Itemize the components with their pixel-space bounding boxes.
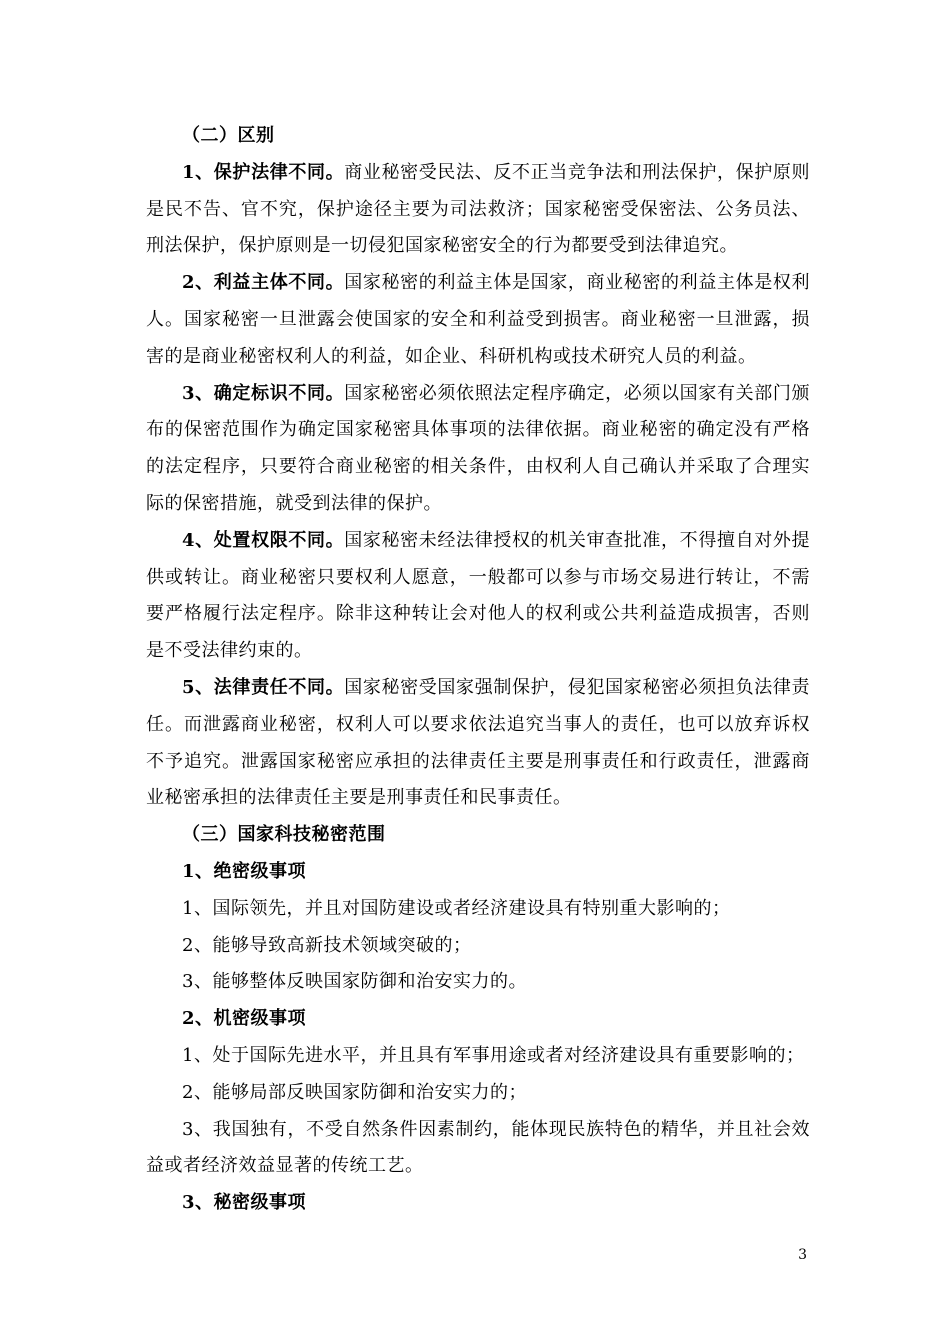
- document-body: [146, 118, 810, 1222]
- list-item: 1、国际领先，并且对国防建设或者经济建设具有特别重大影响的；: [182, 897, 731, 919]
- list-item: 2、能够导致高新技术领域突破的；: [182, 934, 472, 956]
- section-heading-differences: （二）区别: [182, 125, 275, 146]
- item-title: 5、法律责任不同。: [182, 676, 345, 698]
- section-heading-scope: （三）国家科技秘密范围: [182, 824, 386, 846]
- level-heading-secret: 3、秘密级事项: [182, 1192, 307, 1214]
- item-text: 国家秘密必须依照法定程序确定，必须以国家有关部门颁布的保密范围作为确定国家秘密具体事项的法律依据。商业秘密的确定没有严格的法定程序，只要符合商业秘密的相关条件，由权利人自己确认并采取了合理实际的保密措施，就受到法律的保护。: [146, 382, 810, 514]
- item-text: 国家秘密受国家强制保护，侵犯国家秘密必须担负法律责任。而泄露商业秘密，权利人可以要求依法追究当事人的责任，也可以放弃诉权不予追究。泄露国家秘密应承担的法律责任主要是刑事责任和行政责任，泄露商业秘密承担的法律责任主要是刑事责任和民事责任。: [146, 676, 810, 809]
- item-text: 商业秘密受民法、反不正当竞争法和刑法保护，保护原则是民不告、官不究，保护途径主要为司法救济；国家秘密受保密法、公务员法、刑法保护，保护原则是一切侵犯国家秘密安全的行为都要受到法律追究。: [146, 161, 810, 257]
- item-title: 4、处置权限不同。: [182, 529, 345, 551]
- list-item: 3、能够整体反映国家防御和治安实力的。: [182, 971, 527, 993]
- difference-item-5: [146, 670, 810, 817]
- difference-item-1: [146, 155, 810, 265]
- difference-item-2: [146, 265, 810, 375]
- list-item: 2、能够局部反映国家防御和治安实力的；: [182, 1081, 527, 1103]
- item-title: 2、利益主体不同。: [182, 272, 345, 294]
- item-text: 国家秘密的利益主体是国家，商业秘密的利益主体是权利人。国家秘密一旦泄露会使国家的安全和利益受到损害。商业秘密一旦泄露，损害的是商业秘密权利人的利益，如企业、科研机构或技术研究人员的利益。: [146, 272, 810, 367]
- list-item: 3、我国独有，不受自然条件因素制约，能体现民族特色的精华，并且社会效益或者经济效益显著的传统工艺。: [146, 1118, 810, 1177]
- item-title: 1、保护法律不同。: [182, 161, 345, 183]
- item-title: 3、确定标识不同。: [182, 382, 345, 404]
- level-heading-confidential: 2、机密级事项: [182, 1008, 307, 1030]
- item-text: 国家秘密未经法律授权的机关审查批准，不得擅自对外提供或转让。商业秘密只要权利人愿意，一般都可以参与市场交易进行转让，不需要严格履行法定程序。除非这种转让会对他人的权利或公共利益造成损害，否则是不受法律约束的。: [146, 529, 810, 662]
- level-heading-top-secret: 1、绝密级事项: [182, 860, 307, 882]
- difference-item-3: [146, 376, 810, 523]
- page-number: 3: [798, 1247, 807, 1263]
- difference-item-4: [146, 523, 810, 670]
- list-item: 1、处于国际先进水平，并且具有军事用途或者对经济建设具有重要影响的；: [182, 1044, 805, 1066]
